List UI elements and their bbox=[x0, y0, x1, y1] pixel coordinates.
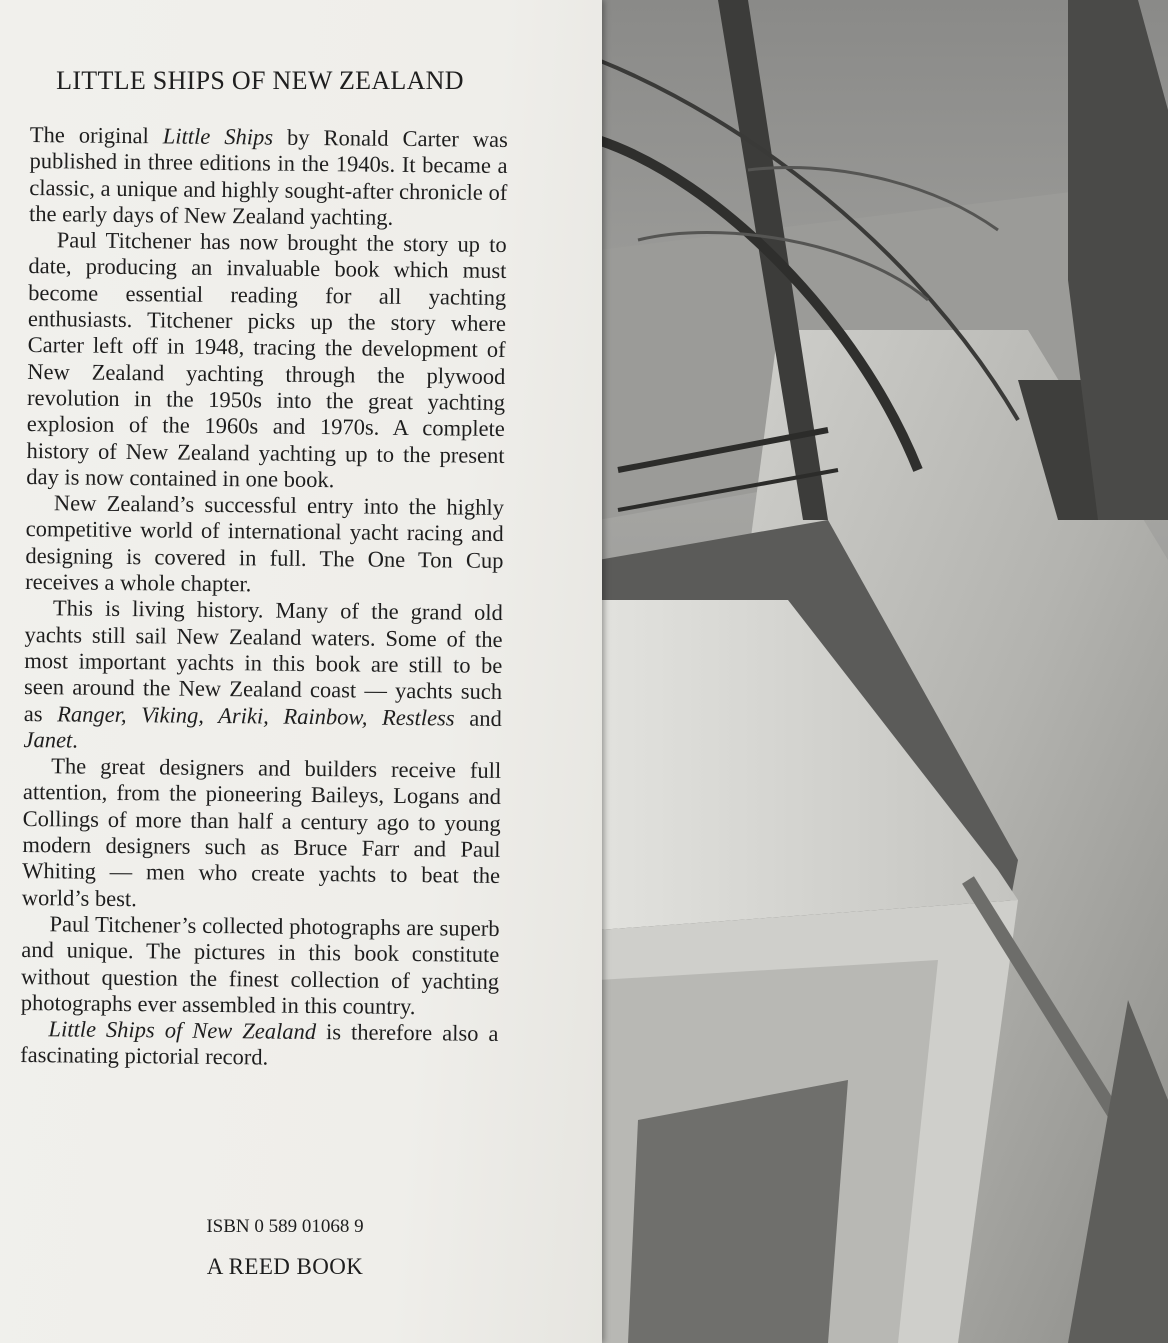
publisher-name: A REED BOOK bbox=[206, 1254, 364, 1279]
paragraph-text: by Ronald Carter was published in three editions in the 1940s. It became a classic, a unique and highly sought-after chronicle of the early days of New Zealand yachting. bbox=[28, 124, 508, 230]
blurb-text bbox=[20, 122, 508, 1074]
isbn-number: ISBN 0 589 01068 9 bbox=[206, 1216, 364, 1237]
paragraph-text: The great designers and builders receive full attention, from the pioneering Baileys, Logans and Collings of more than half a century ago to young modern designers such as Bruce Farr and Paul Whiting — men who create yachts to beat the world’s best. bbox=[21, 753, 502, 911]
italic-title-text: Little Ships of New Zealand bbox=[48, 1016, 317, 1045]
blurb-paragraph bbox=[21, 911, 500, 1021]
paragraph-text: is therefore also a fascinating pictorial record. bbox=[20, 1019, 499, 1070]
yacht-deck-photo bbox=[598, 0, 1168, 1343]
blurb-paragraph bbox=[25, 490, 504, 600]
paragraph-text: The original bbox=[29, 122, 163, 149]
cover-photograph bbox=[598, 0, 1168, 1343]
blurb-paragraph bbox=[26, 227, 507, 495]
paragraph-text: . bbox=[72, 727, 79, 753]
paragraph-text: Paul Titchener has now brought the story up to date, producing an invaluable book which must become essential reading for all yachting enthusiasts. Titchener picks up the story where Carter left off in 1948, tracing the development of New Zealand yachting through the plywood revolution in the 1950s into the great yachting explosion of the 1960s and 1970s. A complete history of New Zealand yachting up to the present day is now contained in one book. bbox=[26, 227, 507, 493]
italic-title-text: Janet bbox=[23, 726, 73, 753]
book-title: LITTLE SHIPS OF NEW ZEALAND bbox=[56, 66, 464, 95]
blurb-paragraph bbox=[23, 595, 503, 758]
paragraph-text: Paul Titchener’s collected photographs are superb and unique. The pictures in this book constitute without question the finest collection of yachting photographs ever assembled in this country. bbox=[20, 911, 500, 1019]
paragraph-text: and bbox=[454, 705, 502, 731]
paragraph-text: This is living history. Many of the grand old yachts still sail New Zealand waters. Some of the most important yachts in this book are still to be seen around the New Zealand coast — yachts such as bbox=[23, 595, 504, 726]
paragraph-text: New Zealand’s successful entry into the highly competitive world of international yacht racing and designing is covered in full. The One Ton Cup receives a whole chapter. bbox=[25, 490, 505, 597]
blurb-paragraph bbox=[20, 1016, 499, 1074]
italic-title-text: Ranger, Viking, Ariki, Rainbow, Restless bbox=[57, 700, 455, 731]
blurb-paragraph bbox=[22, 753, 502, 916]
italic-title-text: Little Ships bbox=[162, 123, 274, 150]
blurb-paragraph bbox=[29, 122, 508, 232]
